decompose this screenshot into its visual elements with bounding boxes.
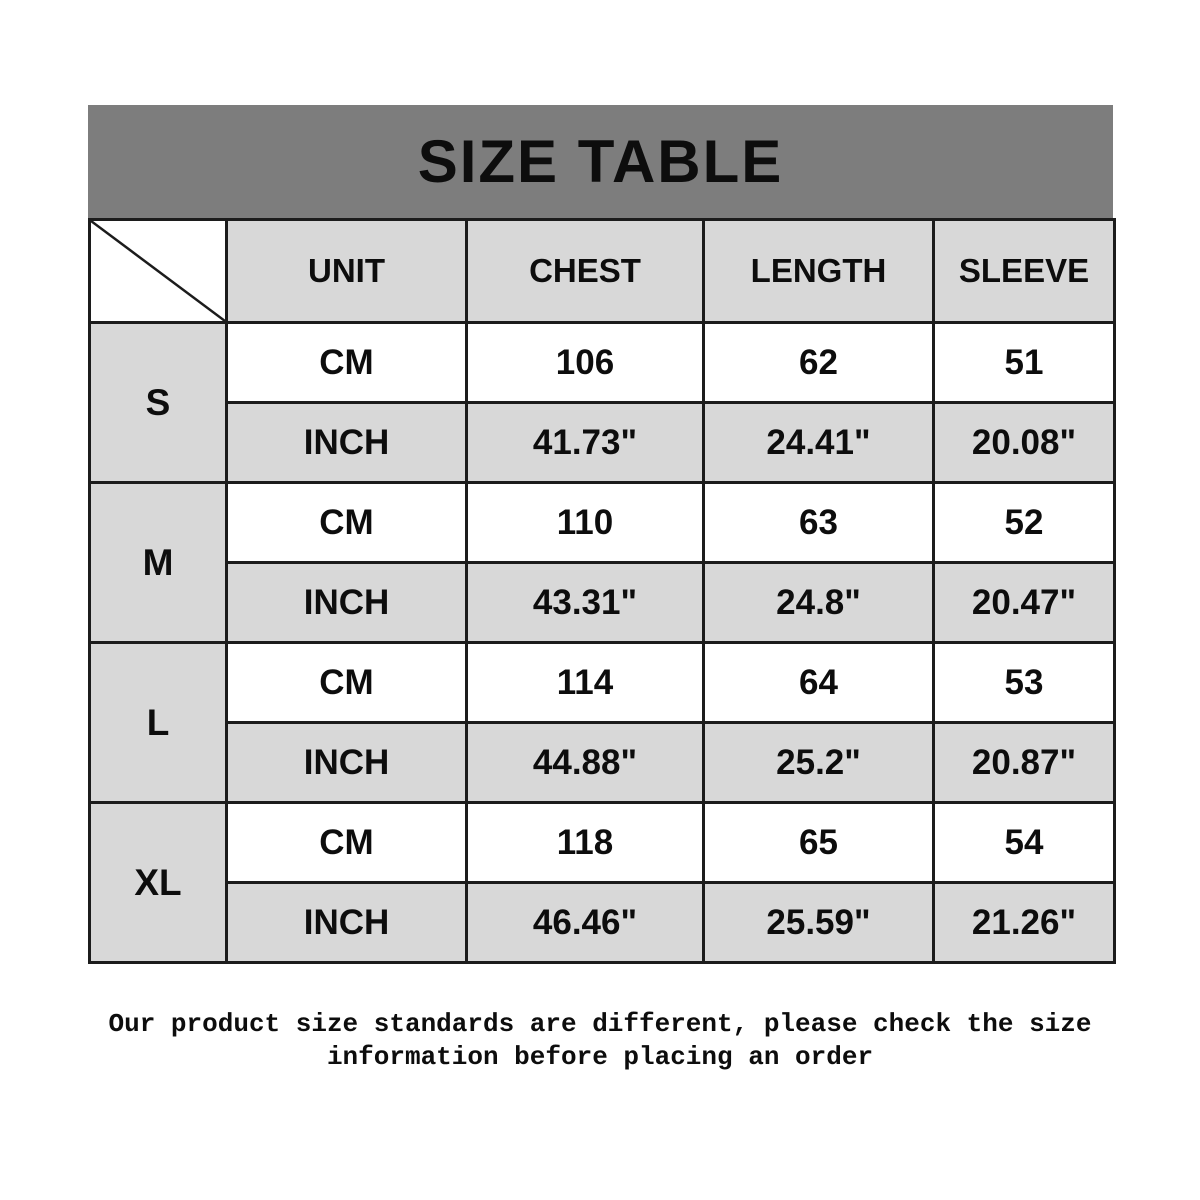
length-value: 25.2" [704, 723, 934, 803]
footer-line-1: Our product size standards are different, please check the size [108, 1009, 1092, 1039]
table-row-l-inch [90, 723, 1115, 803]
length-value: 64 [704, 643, 934, 723]
unit-cell: CM [227, 643, 467, 723]
table-row-l-cm [90, 643, 1115, 723]
length-value: 25.59" [704, 883, 934, 963]
table-header-row [90, 220, 1115, 323]
sleeve-value: 53 [934, 643, 1115, 723]
chest-value: 41.73" [467, 403, 704, 483]
size-cell-s: S [90, 323, 227, 483]
size-table [88, 218, 1116, 964]
table-row-s-cm [90, 323, 1115, 403]
header-cell-length: LENGTH [704, 220, 934, 323]
header-cell-sleeve: SLEEVE [934, 220, 1115, 323]
diagonal-line-icon [91, 221, 225, 321]
chest-value: 106 [467, 323, 704, 403]
size-cell-m: M [90, 483, 227, 643]
unit-cell: INCH [227, 723, 467, 803]
chest-value: 114 [467, 643, 704, 723]
size-cell-l: L [90, 643, 227, 803]
table-row-xl-cm [90, 803, 1115, 883]
footer-line-2: information before placing an order [326, 1042, 874, 1072]
sleeve-value: 54 [934, 803, 1115, 883]
length-value: 62 [704, 323, 934, 403]
unit-cell: INCH [227, 403, 467, 483]
footer-note [0, 1008, 1200, 1074]
chest-value: 110 [467, 483, 704, 563]
sleeve-value: 52 [934, 483, 1115, 563]
chest-value: 44.88" [467, 723, 704, 803]
unit-cell: CM [227, 803, 467, 883]
unit-cell: CM [227, 323, 467, 403]
sleeve-value: 20.87" [934, 723, 1115, 803]
table-row-m-inch [90, 563, 1115, 643]
chest-value: 43.31" [467, 563, 704, 643]
length-value: 24.41" [704, 403, 934, 483]
table-row-s-inch [90, 403, 1115, 483]
header-cell-unit: UNIT [227, 220, 467, 323]
table-row-xl-inch [90, 883, 1115, 963]
title-banner [88, 105, 1113, 218]
length-value: 65 [704, 803, 934, 883]
length-value: 24.8" [704, 563, 934, 643]
table-row-m-cm [90, 483, 1115, 563]
unit-cell: INCH [227, 563, 467, 643]
unit-cell: INCH [227, 883, 467, 963]
size-cell-xl: XL [90, 803, 227, 963]
length-value: 63 [704, 483, 934, 563]
page-title: SIZE TABLE [417, 128, 784, 195]
header-cell-chest: CHEST [467, 220, 704, 323]
sleeve-value: 20.47" [934, 563, 1115, 643]
corner-diagonal-cell [90, 220, 227, 323]
sleeve-value: 20.08" [934, 403, 1115, 483]
sleeve-value: 21.26" [934, 883, 1115, 963]
chest-value: 118 [467, 803, 704, 883]
sleeve-value: 51 [934, 323, 1115, 403]
chest-value: 46.46" [467, 883, 704, 963]
unit-cell: CM [227, 483, 467, 563]
